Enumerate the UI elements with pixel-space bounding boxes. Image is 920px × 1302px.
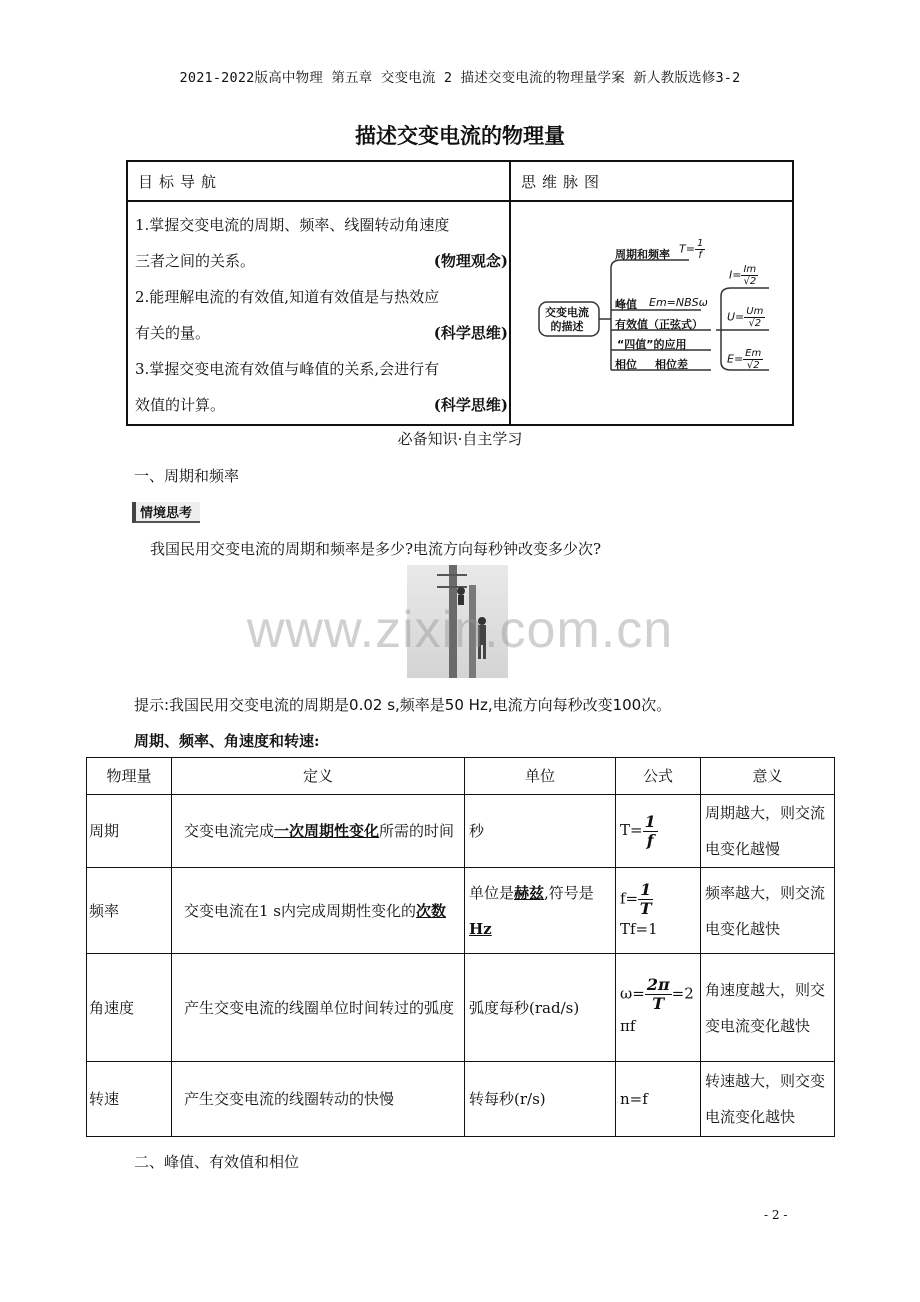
formula-num: 1	[644, 811, 656, 831]
mindmap-branch-phase: 相位	[615, 358, 637, 371]
def-emphasis: 一次周期性变化	[274, 822, 380, 840]
unit-text: ,符号是	[544, 883, 594, 902]
cell-unit: 弧度每秒(rad/s)	[465, 954, 616, 1062]
formula-tail: πf	[620, 1017, 636, 1035]
cell-name: 转速	[87, 1062, 172, 1137]
mindmap-root-line2: 的描述	[550, 320, 584, 333]
mindmap-eff-i-lhs: I=	[729, 268, 742, 282]
table-row-period	[87, 795, 835, 868]
mindmap-branch-effective: 有效值（正弦式）	[615, 318, 703, 331]
cell-name: 周期	[87, 795, 172, 868]
col-header-meaning: 意义	[701, 758, 835, 795]
formula-num: 2π	[646, 975, 670, 994]
formula-lhs: f=	[620, 889, 639, 908]
scenario-tag	[132, 502, 200, 523]
table-row-frequency	[87, 868, 835, 954]
cell-formula	[616, 868, 701, 954]
objectives-table	[126, 160, 794, 426]
goal-1-tag: (物理观念)	[433, 252, 508, 270]
formula-den: T	[639, 899, 652, 918]
unit-text: 单位是	[469, 883, 515, 902]
formula-den: f	[646, 830, 654, 850]
section-heading-1: 一、周期和频率	[134, 467, 240, 485]
goal-2-tag: (科学思维)	[433, 324, 508, 342]
formula-lhs: ω=	[620, 984, 645, 1003]
mindmap-branch-peak: 峰值	[615, 298, 637, 311]
cell-meaning: 转速越大，则交变电流变化越快	[701, 1062, 835, 1137]
cell-meaning: 周期越大，则交流电变化越慢	[701, 795, 835, 868]
page-number: - 2 -	[764, 1208, 788, 1222]
section-banner: 必备知识·自主学习	[397, 430, 523, 448]
mindmap-eff-i-den: √2	[743, 276, 757, 287]
formula-den: T	[652, 994, 665, 1013]
cell-unit: 秒	[465, 795, 616, 868]
goals-cell	[127, 201, 510, 425]
mindmap-header: 思维脉图	[510, 161, 793, 201]
def-text: 所需的时间	[379, 822, 455, 840]
cell-definition: 产生交变电流的线圈转动的快慢	[172, 1062, 465, 1137]
cell-definition	[172, 868, 465, 954]
hint-text: 提示:我国民用交变电流的周期是0.02 s,频率是50 Hz,电流方向每秒改变100次。	[134, 696, 672, 714]
goal-1-line1: 1.掌握交变电流的周期、频率、线圈转动角速度	[135, 216, 450, 234]
page-title: 描述交变电流的物理量	[355, 123, 565, 148]
scenario-tag-label: 情境思考	[132, 502, 200, 523]
goal-1-line2: 三者之间的关系。	[135, 252, 256, 270]
goal-list	[129, 203, 508, 423]
goal-3-line1: 3.掌握交变电流有效值与峰值的关系,会进行有	[135, 360, 440, 378]
mindmap-eff-i-num: Im	[743, 264, 757, 275]
goal-2-line1: 2.能理解电流的有效值,知道有效值是与热效应	[135, 288, 440, 306]
col-header-formula: 公式	[616, 758, 701, 795]
mindmap-period-formula-num: 1	[696, 238, 704, 249]
mindmap-eff-u-den: √2	[748, 318, 762, 329]
mindmap-eff-e-den: √2	[746, 360, 760, 371]
mindmap-peak-formula: Em=NBSω	[649, 296, 708, 309]
unit-emphasis: Hz	[469, 919, 492, 938]
def-emphasis: 次数	[416, 901, 447, 920]
goal-3-tag: (科学思维)	[433, 396, 508, 414]
cell-formula: n=f	[616, 1062, 701, 1137]
cell-formula	[616, 795, 701, 868]
document-header: 2021-2022版高中物理 第五章 交变电流 2 描述交变电流的物理量学案 新人教版选修3-2	[179, 70, 741, 86]
goals-header: 目标导航	[127, 161, 510, 201]
mindmap-period-formula-lhs: T=	[679, 242, 695, 256]
scenario-question: 我国民用交变电流的周期和频率是多少?电流方向每秒钟改变多少次?	[150, 540, 602, 558]
formula-lhs: T=	[620, 821, 643, 840]
quantities-table	[86, 757, 835, 1137]
cell-definition	[172, 795, 465, 868]
cell-meaning: 角速度越大，则交变电流变化越快	[701, 954, 835, 1062]
mindmap-branch-period: 周期和频率	[615, 248, 670, 261]
goal-2-line2: 有关的量。	[135, 324, 211, 342]
formula-eq: =2	[671, 984, 694, 1003]
mindmap-branch-four-values: “四值”的应用	[617, 338, 687, 351]
mindmap-eff-u-lhs: U=	[727, 310, 745, 324]
cell-definition: 产生交变电流的线圈单位时间转过的弧度	[172, 954, 465, 1062]
def-text: 交变电流完成	[184, 822, 275, 840]
mindmap-eff-u-num: Um	[746, 306, 764, 317]
mindmap-eff-e-lhs: E=	[727, 352, 744, 366]
mindmap-cell	[510, 201, 793, 425]
cell-formula	[616, 954, 701, 1062]
mindmap-root-line1: 交变电流	[545, 306, 589, 319]
cell-unit: 转每秒(r/s)	[465, 1062, 616, 1137]
goal-3-line2: 效值的计算。	[135, 396, 226, 414]
watermark: www.zixin.com.cn	[246, 601, 674, 659]
section-heading-2: 二、峰值、有效值和相位	[134, 1153, 300, 1171]
mindmap-branch-phase-diff: 相位差	[655, 358, 688, 371]
table-subheading: 周期、频率、角速度和转速:	[134, 732, 320, 750]
col-header-unit: 单位	[465, 758, 616, 795]
col-header-quantity: 物理量	[87, 758, 172, 795]
table-row-angular-velocity	[87, 954, 835, 1062]
cell-meaning: 频率越大，则交流电变化越快	[701, 868, 835, 954]
formula-tail: Tf=1	[620, 920, 658, 938]
formula-num: 1	[640, 880, 652, 899]
mindmap-period-formula-den: f	[698, 250, 702, 261]
unit-emphasis: 赫兹	[514, 883, 545, 902]
cell-unit	[465, 868, 616, 954]
def-text: 交变电流在1 s内完成周期性变化的	[184, 901, 417, 920]
cell-name: 角速度	[87, 954, 172, 1062]
cell-name: 频率	[87, 868, 172, 954]
mindmap-eff-e-num: Em	[745, 348, 762, 359]
col-header-definition: 定义	[172, 758, 465, 795]
table-row-rotation-speed	[87, 1062, 835, 1137]
